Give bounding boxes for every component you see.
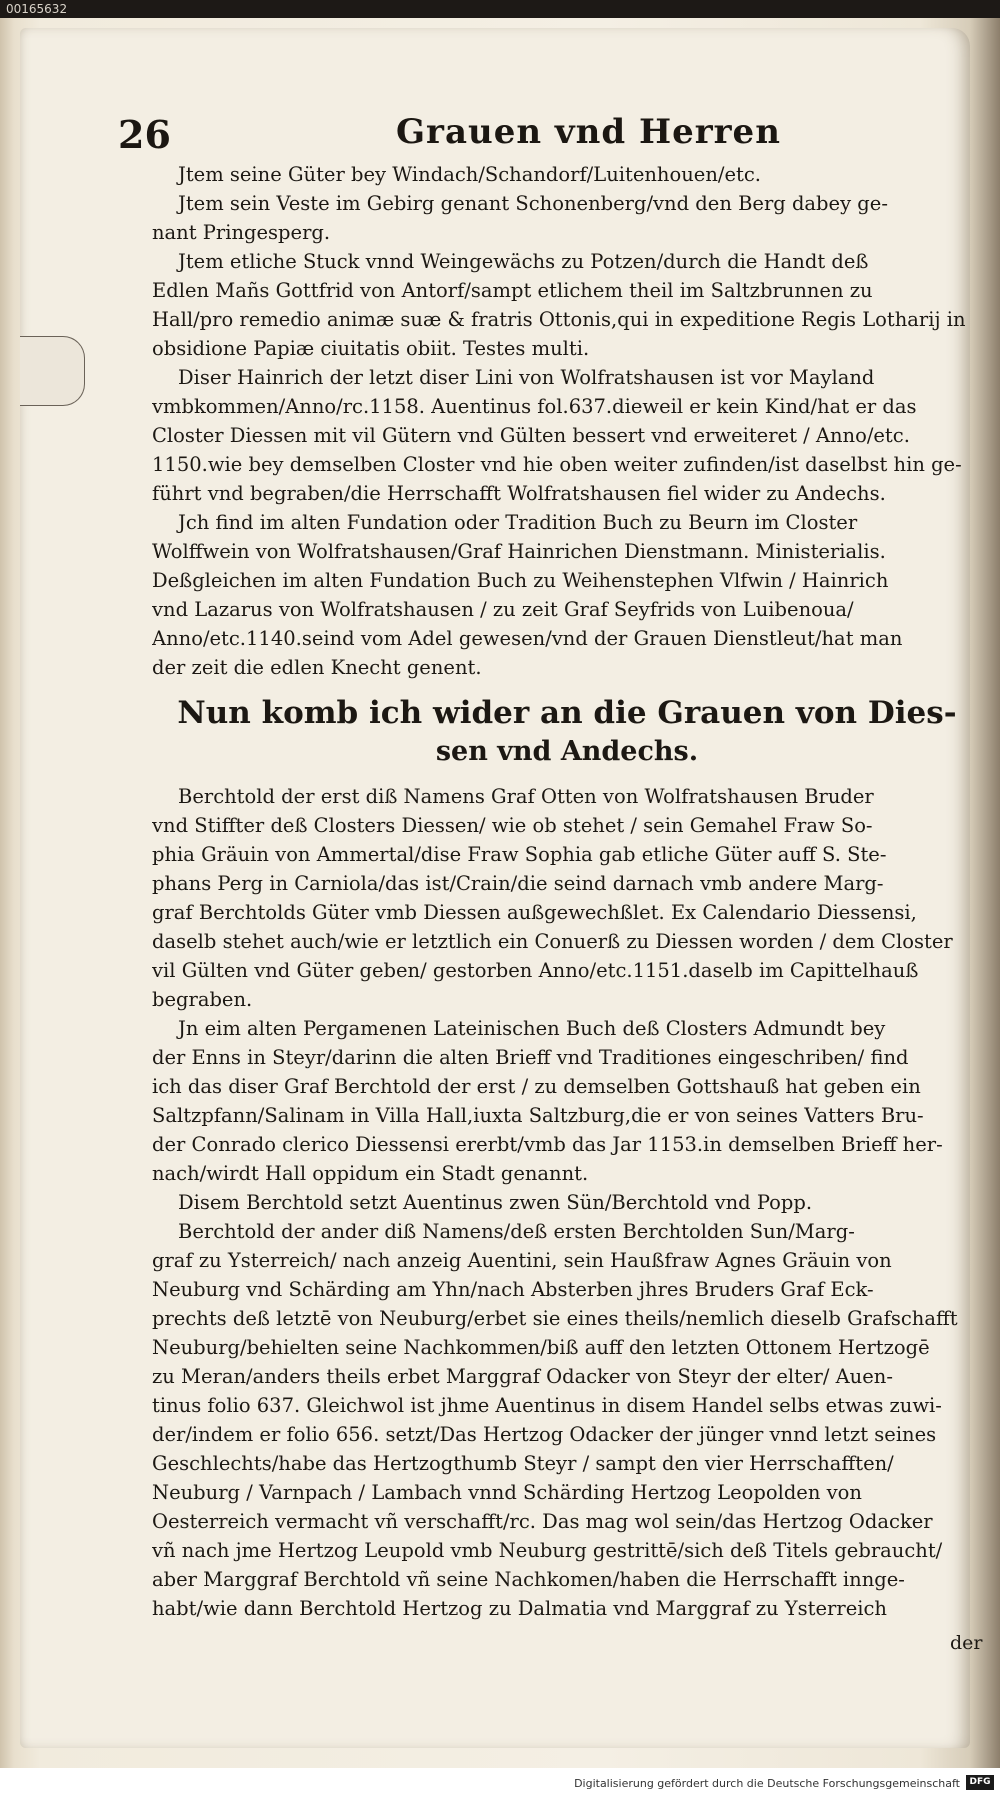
text-line: vnd Lazarus von Wolfratshausen / zu zeit Graf Seyfrids von Luibenoua/ (152, 598, 854, 621)
section-gap (152, 772, 982, 782)
text-line: vñ nach jme Hertzog Leupold vmb Neuburg gestrittē/sich deß Titels gebraucht/ (152, 1539, 943, 1562)
footer-bar (0, 1768, 1000, 1798)
funding-credit: Digitalisierung gefördert durch die Deutsche Forschungsgemeinschaft (574, 1777, 960, 1790)
paragraph (152, 1188, 982, 1217)
text-line: Wolffwein von Wolfratshausen/Graf Hainrichen Dienstmann. Ministerialis. (152, 540, 886, 563)
text-line: habt/wie dann Berchtold Hertzog zu Dalmatia vnd Marggraf zu Ysterreich (152, 1597, 887, 1620)
text-line: graf Berchtolds Güter vmb Diessen außgewechßlet. Ex Calendario Diessensi, (152, 901, 917, 924)
text-line: Edlen Mañs Gottfrid von Antorf/sampt etlichem theil im Saltzbrunnen zu (152, 279, 873, 302)
paragraph (152, 1014, 982, 1188)
text-line: aber Marggraf Berchtold vñ seine Nachkomen/haben die Herrschafft innge- (152, 1568, 905, 1591)
paragraph (152, 189, 982, 247)
text-line: Deßgleichen im alten Fundation Buch zu Weihenstephen Vlfwin / Hainrich (152, 569, 889, 592)
section-heading: Nun komb ich wider an die Grauen von Dies- (177, 695, 957, 731)
text-line: Disem Berchtold setzt Auentinus zwen Sün/Berchtold vnd Popp. (178, 1191, 813, 1214)
text-line: nant Pringesperg. (152, 221, 331, 244)
text-line: vmbkommen/Anno/rc.1158. Auentinus fol.637.dieweil er kein Kind/hat er das (152, 395, 917, 418)
page-header (118, 108, 978, 157)
text-line: Berchtold der erst diß Namens Graf Otten von Wolfratshausen Bruder (178, 785, 874, 808)
text-line: der/indem er folio 656. setzt/Das Hertzog Odacker der jünger vnnd letzt seines (152, 1423, 937, 1446)
text-line: Closter Diessen mit vil Gütern vnd Gülten bessert vnd erweiteret / Anno/etc. (152, 424, 910, 447)
text-line: Hall/pro remedio animæ suæ & fratris Ottonis,qui in expeditione Regis Lotharij in (152, 308, 966, 331)
dfg-logo: DFG (966, 1775, 994, 1790)
text-line: Jch find im alten Fundation oder Tradition Buch zu Beurn im Closter (178, 511, 858, 534)
paragraph (152, 782, 982, 1014)
text-line: der Enns in Steyr/darinn die alten Brieff vnd Traditiones eingeschriben/ find (152, 1046, 909, 1069)
text-line: Oesterreich vermacht vñ verschafft/rc. Das mag wol sein/das Hertzog Odacker (152, 1510, 933, 1533)
text-line: 1150.wie bey demselben Closter vnd hie oben weiter zufinden/ist daselbst hin ge- (152, 453, 962, 476)
text-line: Jtem etliche Stuck vnnd Weingewächs zu Potzen/durch die Handt deß (178, 250, 869, 273)
paragraph (152, 508, 982, 682)
page-body-text (152, 160, 982, 1623)
text-line: vil Gülten vnd Güter geben/ gestorben Anno/etc.1151.daselb im Capittelhauß (152, 959, 919, 982)
text-line: graf zu Ysterreich/ nach anzeig Auentini, sein Haußfraw Agnes Gräuin von (152, 1249, 892, 1272)
catchword: der (950, 1632, 983, 1654)
text-line: der zeit die edlen Knecht genent. (152, 656, 482, 679)
page-number: 26 (118, 112, 171, 157)
running-title: Grauen vnd Herren (396, 112, 781, 152)
text-line: Jn eim alten Pergamenen Lateinischen Buch deß Closters Admundt bey (178, 1017, 886, 1040)
text-line: tinus folio 637. Gleichwol ist jhme Auentinus in disem Handel selbs etwas zuwi- (152, 1394, 942, 1417)
section-heading-continuation: sen vnd Andechs. (435, 736, 699, 767)
text-line: phia Gräuin von Ammertal/dise Fraw Sophia gab etliche Güter auff S. Ste- (152, 843, 887, 866)
text-line: Neuburg / Varnpach / Lambach vnnd Schärding Hertzog Leopolden von (152, 1481, 862, 1504)
text-line: zu Meran/anders theils erbet Marggraf Odacker von Steyr der elter/ Auen- (152, 1365, 893, 1388)
text-line: führt vnd begraben/die Herrschafft Wolfratshausen fiel wider zu Andechs. (152, 482, 886, 505)
paragraph (152, 160, 982, 189)
text-line: Geschlechts/habe das Hertzogthumb Steyr / sampt den vier Herrschafften/ (152, 1452, 894, 1475)
text-line: Anno/etc.1140.seind vom Adel gewesen/vnd der Grauen Dienstleut/hat man (152, 627, 903, 650)
text-line: phans Perg in Carniola/das ist/Crain/die seind darnach vmb andere Marg- (152, 872, 884, 895)
text-line: obsidione Papiæ ciuitatis obiit. Testes multi. (152, 337, 590, 360)
text-line: Jtem seine Güter bey Windach/Schandorf/Luitenhouen/etc. (178, 163, 761, 186)
text-line: Neuburg vnd Schärding am Yhn/nach Absterben jhres Bruders Graf Eck- (152, 1278, 874, 1301)
text-line: vnd Stiffter deß Closters Diessen/ wie ob stehet / sein Gemahel Fraw So- (152, 814, 873, 837)
paragraph (152, 1217, 982, 1623)
text-line: begraben. (152, 988, 253, 1011)
text-line: Diser Hainrich der letzt diser Lini von Wolfratshausen ist vor Mayland (178, 366, 875, 389)
text-line: daselb stehet auch/wie er letztlich ein Conuerß zu Diessen worden / dem Closter (152, 930, 953, 953)
text-line: Jtem sein Veste im Gebirg genant Schonenberg/vnd den Berg dabey ge- (178, 192, 888, 215)
text-line: Berchtold der ander diß Namens/deß ersten Berchtolden Sun/Marg- (178, 1220, 855, 1243)
section-gap (152, 682, 982, 692)
scan-id-label: 00165632 (6, 2, 68, 16)
text-line: ich das diser Graf Berchtold der erst / zu demselben Gottshauß hat geben ein (152, 1075, 921, 1098)
text-line: der Conrado clerico Diessensi ererbt/vmb das Jar 1153.in demselben Brieff her- (152, 1133, 943, 1156)
paragraph (152, 363, 982, 508)
text-line: Saltzpfann/Salinam in Villa Hall,iuxta Saltzburg,die er von seines Vatters Bru- (152, 1104, 924, 1127)
text-line: Neuburg/behielten seine Nachkommen/biß auff den letzten Ottonem Hertzogē (152, 1336, 930, 1359)
text-line: prechts deß letztē von Neuburg/erbet sie eines theils/nemlich dieselb Grafschafft (152, 1307, 958, 1330)
page-turn-tab[interactable] (20, 336, 85, 406)
text-line: nach/wirdt Hall oppidum ein Stadt genannt. (152, 1162, 589, 1185)
paragraph (152, 247, 982, 363)
